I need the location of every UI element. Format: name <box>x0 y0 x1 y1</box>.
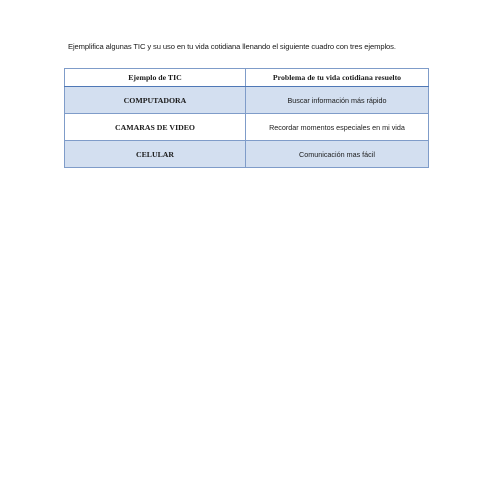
cell-ejemplo: CELULAR <box>65 141 246 168</box>
table-header-row <box>65 69 429 87</box>
cell-ejemplo: COMPUTADORA <box>65 87 246 114</box>
cell-ejemplo: CAMARAS DE VIDEO <box>65 114 246 141</box>
cell-problema: Comunicación mas fácil <box>246 141 429 168</box>
header-ejemplo: Ejemplo de TIC <box>65 69 246 87</box>
cell-problema: Buscar información más rápido <box>246 87 429 114</box>
cell-problema: Recordar momentos especiales en mi vida <box>246 114 429 141</box>
header-problema: Problema de tu vida cotidiana resuelto <box>246 69 429 87</box>
tic-examples-table <box>64 68 429 168</box>
table-row <box>65 87 429 114</box>
table-row <box>65 114 429 141</box>
table-row <box>65 141 429 168</box>
instruction-text: Ejemplifica algunas TIC y su uso en tu vida cotidiana llenando el siguiente cuadro con tres ejemplos. <box>68 42 396 51</box>
